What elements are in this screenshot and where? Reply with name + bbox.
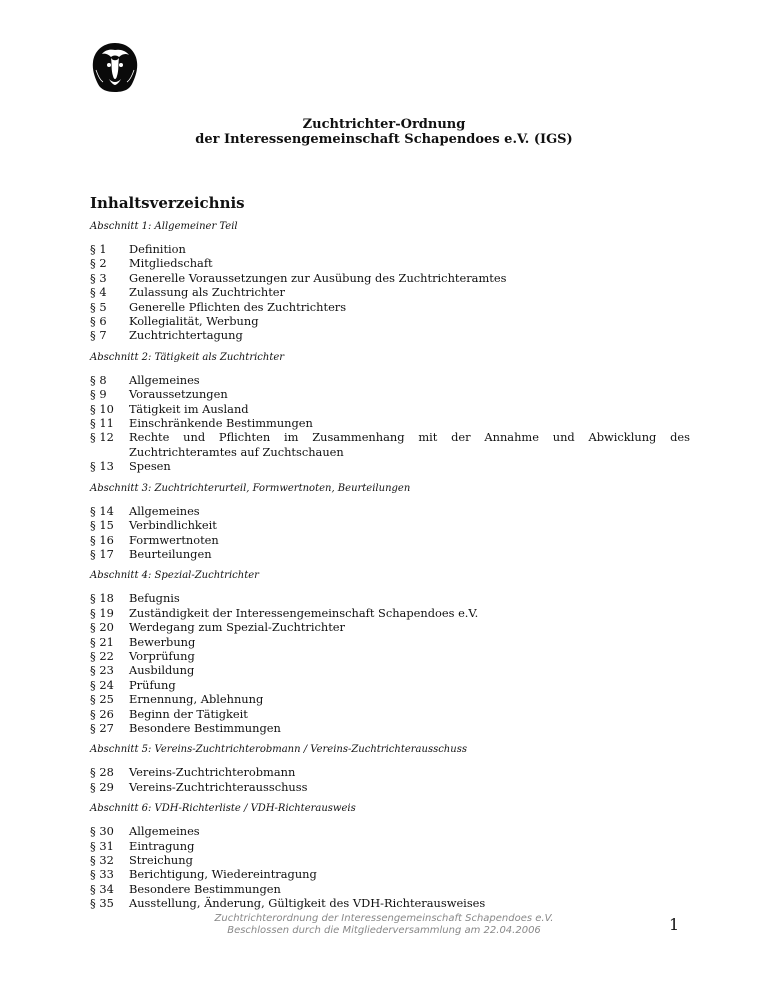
section-title: Abschnitt 3: Zuchtrichterurteil, Formwertnoten, Beurteilungen — [90, 482, 411, 494]
toc-entry — [90, 547, 690, 561]
document-subtitle: der Interessengemeinschaft Schapendoes e.V. (IGS) — [195, 132, 573, 147]
toc-sections — [90, 220, 690, 919]
paragraph-title: Ausbildung — [129, 663, 195, 678]
toc-entry — [90, 663, 690, 677]
paragraph-title: Vereins-Zuchtrichterobmann — [129, 765, 296, 780]
paragraph-number: § 16 — [90, 532, 114, 547]
section-title: Abschnitt 4: Spezial-Zuchtrichter — [90, 570, 259, 582]
toc-entry — [90, 635, 690, 649]
paragraph-title: Einschränkende Bestimmungen — [129, 416, 313, 431]
toc-entry — [90, 314, 690, 328]
paragraph-number: § 18 — [90, 591, 114, 606]
section-gap — [90, 735, 690, 743]
paragraph-number: § 7 — [90, 328, 107, 343]
toc-entry — [90, 678, 690, 692]
toc-entry — [90, 882, 690, 896]
toc-section — [90, 482, 690, 570]
paragraph-number: § 24 — [90, 677, 114, 692]
paragraph-number: § 17 — [90, 546, 114, 561]
paragraph-title: Ernennung, Ablehnung — [129, 692, 264, 707]
paragraph-title: Beurteilungen — [129, 546, 212, 561]
paragraph-title: Vereins-Zuchtrichterausschuss — [129, 779, 308, 794]
paragraph-number: § 29 — [90, 779, 114, 794]
toc-entry — [90, 824, 690, 838]
paragraph-title: Streichung — [129, 853, 193, 867]
document-title: Zuchtrichter-Ordnung — [302, 117, 466, 132]
toc-entry — [90, 606, 690, 620]
paragraph-number: § 30 — [90, 824, 114, 839]
paragraph-title: Kollegialität, Werbung — [129, 314, 259, 329]
paragraph-number: § 10 — [90, 401, 114, 416]
toc-entry — [90, 780, 690, 794]
paragraph-number: § 34 — [90, 881, 114, 896]
schapendoes-dog-logo-icon — [88, 40, 142, 94]
toc-entry — [90, 867, 690, 881]
paragraph-title: Allgemeines — [129, 503, 200, 518]
paragraph-number: § 20 — [90, 620, 114, 635]
paragraph-number: § 11 — [90, 416, 114, 431]
paragraph-title: Voraussetzungen — [129, 387, 228, 402]
section-gap — [90, 474, 690, 482]
paragraph-title: Zuständigkeit der Interessengemeinschaft Schapendoes e.V. — [129, 605, 479, 620]
paragraph-number: § 12 — [90, 430, 114, 445]
paragraph-number: § 3 — [90, 270, 107, 285]
paragraph-number: § 33 — [90, 867, 114, 882]
toc-entry — [90, 649, 690, 663]
paragraph-number: § 31 — [90, 838, 114, 853]
paragraph-title: Werdegang zum Spezial-Zuchtrichter — [129, 620, 345, 635]
toc-entry — [90, 300, 690, 314]
paragraph-title: Definition — [129, 242, 186, 256]
paragraph-title: Vorprüfung — [129, 648, 195, 663]
footer-line-2: Beschlossen durch die Mitgliederversammlung am 22.04.2006 — [227, 925, 541, 936]
paragraph-number: § 25 — [90, 692, 114, 707]
paragraph-title: Ausstellung, Änderung, Gültigkeit des VDH-Richterausweises — [129, 896, 486, 911]
paragraph-title: Zuchtrichtertagung — [129, 328, 243, 343]
paragraph-number: § 2 — [90, 256, 107, 271]
toc-entry — [90, 285, 690, 299]
paragraph-title: Allgemeines — [129, 824, 200, 839]
paragraph-number: § 28 — [90, 765, 114, 780]
paragraph-number: § 22 — [90, 648, 114, 663]
section-gap — [90, 343, 690, 351]
paragraph-number: § 14 — [90, 503, 114, 518]
toc-entry — [90, 242, 690, 256]
toc-entry — [90, 387, 690, 401]
toc-entry — [90, 518, 690, 532]
toc-entry — [90, 402, 690, 416]
footer — [0, 913, 768, 937]
section-gap — [90, 794, 690, 802]
paragraph-title: Prüfung — [129, 677, 176, 692]
toc-entry — [90, 271, 690, 285]
toc-section — [90, 351, 690, 482]
paragraph-number: § 26 — [90, 706, 114, 721]
paragraph-number: § 13 — [90, 459, 114, 474]
section-title: Abschnitt 5: Vereins-Zuchtrichterobmann / Vereins-Zuchtrichterausschuss — [90, 744, 467, 756]
section-title: Abschnitt 6: VDH-Richterliste / VDH-Richterausweis — [90, 803, 356, 815]
paragraph-number: § 4 — [90, 285, 107, 300]
paragraph-title: Besondere Bestimmungen — [129, 881, 281, 896]
toc-entry — [90, 416, 690, 430]
paragraph-number: § 32 — [90, 853, 114, 867]
paragraph-number: § 27 — [90, 720, 114, 735]
toc-entry — [90, 853, 690, 867]
page-number: 1 — [669, 915, 680, 934]
paragraph-title: Allgemeines — [129, 372, 200, 387]
paragraph-title: Zulassung als Zuchtrichter — [129, 285, 285, 300]
toc-entry — [90, 692, 690, 706]
toc-entry — [90, 765, 690, 779]
toc-heading: Inhaltsverzeichnis — [90, 194, 245, 212]
paragraph-title: Generelle Voraussetzungen zur Ausübung des Zuchtrichteramtes — [129, 270, 507, 285]
paragraph-title: Verbindlichkeit — [129, 518, 217, 533]
toc-entry — [90, 430, 690, 459]
toc-entry — [90, 504, 690, 518]
paragraph-number: § 1 — [90, 242, 107, 256]
paragraph-number: § 8 — [90, 372, 107, 387]
paragraph-title: Spesen — [129, 459, 171, 474]
paragraph-title: Generelle Pflichten des Zuchtrichters — [129, 299, 347, 314]
footer-line-1: Zuchtrichterordnung der Interessengemeinschaft Schapendoes e.V. — [214, 913, 554, 924]
paragraph-number: § 23 — [90, 663, 114, 678]
toc-entry — [90, 591, 690, 605]
paragraph-title: Befugnis — [129, 591, 180, 606]
paragraph-title: Besondere Bestimmungen — [129, 720, 281, 735]
paragraph-title: Beginn der Tätigkeit — [129, 706, 248, 721]
paragraph-number: § 35 — [90, 896, 114, 911]
toc-entry — [90, 721, 690, 735]
paragraph-title: Formwertnoten — [129, 532, 219, 547]
toc-entry — [90, 328, 690, 342]
paragraph-number: § 15 — [90, 518, 114, 533]
toc-entry — [90, 256, 690, 270]
section-title: Abschnitt 2: Tätigkeit als Zuchtrichter — [90, 351, 285, 363]
section-gap — [90, 561, 690, 569]
toc-entry — [90, 533, 690, 547]
toc-entry — [90, 839, 690, 853]
paragraph-title: Bewerbung — [129, 634, 196, 649]
toc-entry — [90, 896, 690, 910]
paragraph-number: § 9 — [90, 387, 107, 402]
toc-section — [90, 220, 690, 351]
toc-entry — [90, 459, 690, 473]
toc-section — [90, 569, 690, 743]
paragraph-title: Eintragung — [129, 838, 195, 853]
paragraph-title: Rechte und Pflichten im Zusammenhang mit der Annahme und Abwicklung des Zuchtrichteramtes auf Zuchtschauen — [129, 430, 690, 459]
paragraph-number: § 5 — [90, 299, 107, 314]
toc-section — [90, 802, 690, 918]
paragraph-number: § 19 — [90, 605, 114, 620]
paragraph-title: Mitgliedschaft — [129, 256, 213, 271]
toc-section — [90, 743, 690, 802]
paragraph-number: § 6 — [90, 314, 107, 329]
toc-entry — [90, 620, 690, 634]
toc-entry — [90, 707, 690, 721]
paragraph-title: Berichtigung, Wiedereintragung — [129, 867, 317, 882]
paragraph-number: § 21 — [90, 634, 114, 649]
paragraph-title: Tätigkeit im Ausland — [129, 401, 249, 416]
toc-entry — [90, 373, 690, 387]
section-title: Abschnitt 1: Allgemeiner Teil — [90, 221, 238, 232]
